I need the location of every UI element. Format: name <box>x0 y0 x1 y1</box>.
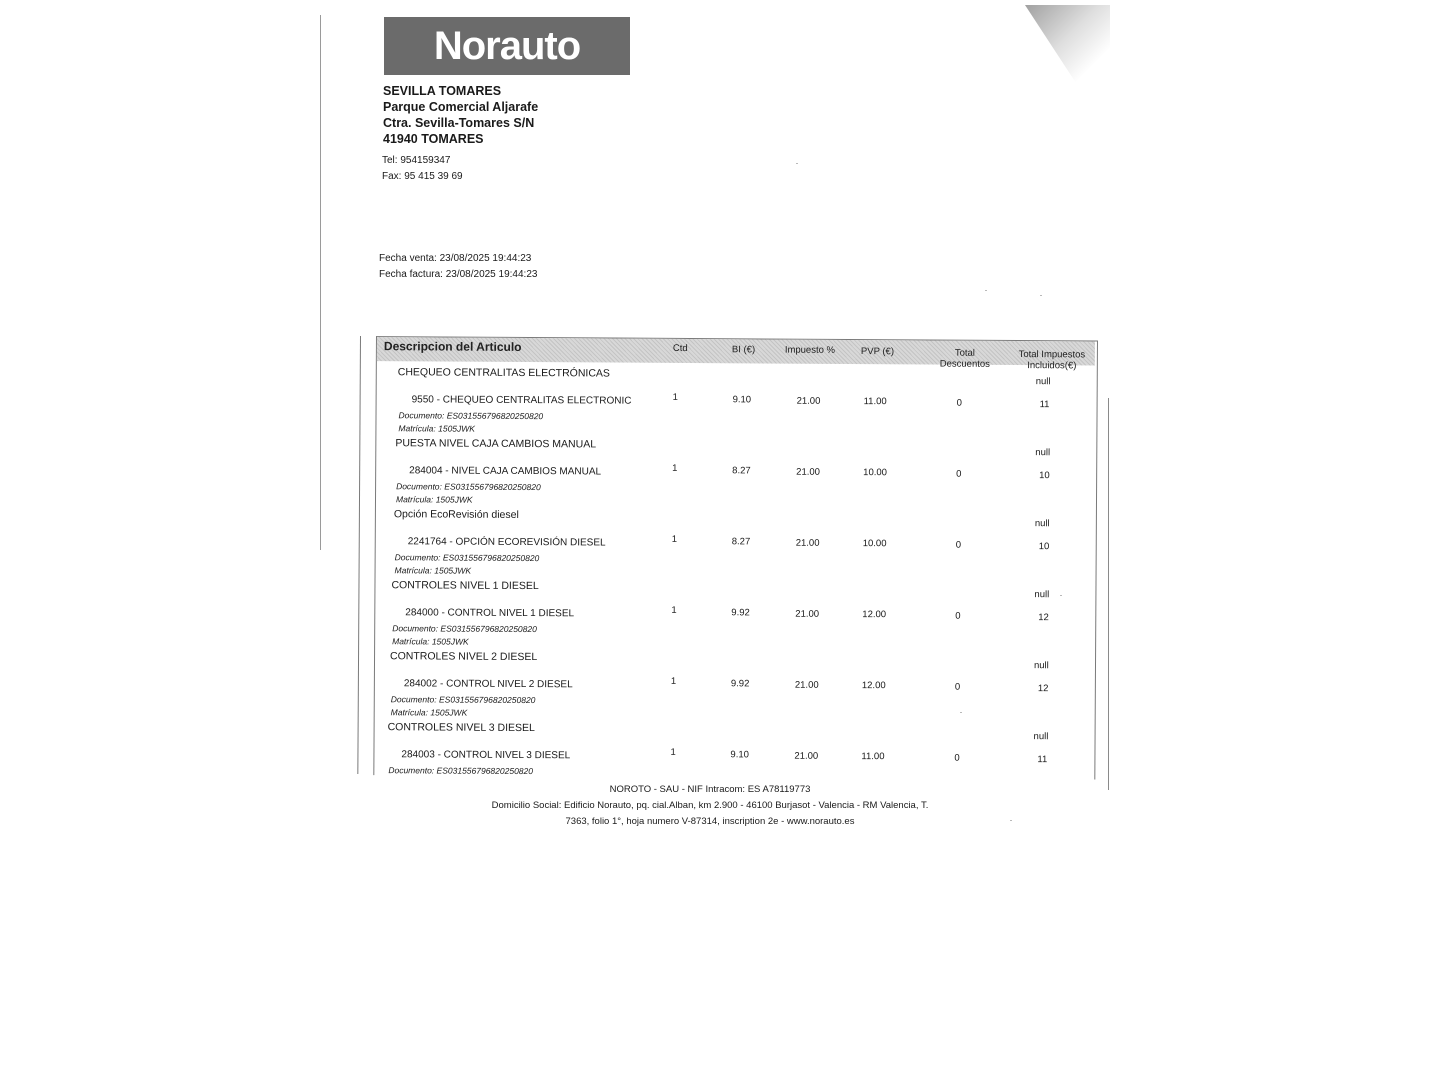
item-retail-price: 10.00 <box>863 467 887 479</box>
table-row <box>359 366 1097 442</box>
table-header <box>377 337 1095 372</box>
license-plate-label: Matrícula: <box>394 565 432 576</box>
item-tax-rate: 21.00 <box>795 608 820 620</box>
item-license-plate <box>398 423 475 433</box>
item-null-value: null <box>1034 589 1050 601</box>
table-row <box>359 437 1097 513</box>
column-header-quantity: Ctd <box>672 342 688 355</box>
item-retail-price: 12.00 <box>861 680 886 692</box>
item-category: PUESTA NIVEL CAJA CAMBIOS MANUAL <box>395 437 597 451</box>
item-category: Opción EcoRevisión diesel <box>393 508 519 521</box>
item-retail-price: 12.00 <box>862 609 887 621</box>
column-header-tax: Impuesto % <box>784 344 836 356</box>
item-tax-rate: 21.00 <box>795 537 820 549</box>
store-fax: Fax: 95 415 39 69 <box>382 171 463 182</box>
item-tax-rate: 21.00 <box>796 466 820 478</box>
document-label: Documento: <box>396 481 442 492</box>
document-number: ES031556796820250820 <box>444 481 541 493</box>
item-base-amount: 9.92 <box>731 607 750 619</box>
item-quantity: 1 <box>670 675 677 687</box>
item-total: 10 <box>1039 470 1050 482</box>
item-discount: 0 <box>955 610 961 622</box>
item-discount: 0 <box>956 397 962 409</box>
item-retail-price: 11.00 <box>861 751 885 763</box>
item-document <box>391 694 536 705</box>
item-article: 9550 - CHEQUEO CENTRALITAS ELECTRONIC <box>411 394 632 407</box>
item-null-value: null <box>1033 731 1049 743</box>
item-category: CONTROLES NIVEL 3 DIESEL <box>387 721 535 735</box>
store-contact <box>382 153 463 185</box>
license-plate-number: 1505JWK <box>431 636 469 647</box>
item-base-amount: 9.10 <box>732 394 752 406</box>
item-category: CONTROLES NIVEL 2 DIESEL <box>390 650 538 664</box>
item-total: 11 <box>1039 399 1050 411</box>
item-license-plate <box>391 707 468 717</box>
logo-text: Norauto <box>433 23 581 68</box>
license-plate-label: Matrícula: <box>390 707 429 718</box>
license-plate-label: Matrícula: <box>395 494 434 505</box>
item-total: 12 <box>1037 683 1049 695</box>
document-label: Documento: <box>392 623 439 634</box>
store-phone: Tel: 954159347 <box>382 155 451 166</box>
document-label: Documento: <box>398 410 445 421</box>
scan-noise <box>1040 295 1042 296</box>
item-article: 284004 - NIVEL CAJA CAMBIOS MANUAL <box>409 465 602 478</box>
item-base-amount: 9.92 <box>730 678 750 690</box>
item-total: 10 <box>1038 541 1050 553</box>
item-retail-price: 10.00 <box>862 538 887 550</box>
item-category: CONTROLES NIVEL 1 DIESEL <box>391 579 539 593</box>
item-null-value: null <box>1035 376 1051 388</box>
item-quantity: 1 <box>671 533 678 545</box>
scan-noise <box>1060 595 1062 596</box>
invoice-date: Fecha factura: 23/08/2025 19:44:23 <box>379 269 538 280</box>
document-label: Documento: <box>390 694 437 705</box>
item-license-plate <box>395 565 472 575</box>
item-article: 284003 - CONTROL NIVEL 3 DIESEL <box>401 749 571 762</box>
item-document <box>395 552 540 563</box>
item-article: 2241764 - OPCIÓN ECOREVISIÓN DIESEL <box>407 536 606 549</box>
license-plate-label: Matrícula: <box>398 423 436 434</box>
scan-edge-left <box>320 15 321 550</box>
item-quantity: 1 <box>672 462 678 474</box>
table-row <box>358 650 1096 726</box>
item-document <box>398 410 543 421</box>
store-address-line: Parque Comercial Aljarafe <box>383 100 539 114</box>
item-null-value: null <box>1034 518 1050 530</box>
license-plate-number: 1505JWK <box>434 565 472 576</box>
item-base-amount: 8.27 <box>732 465 751 477</box>
store-address-line: Ctra. Sevilla-Tomares S/N <box>383 116 535 130</box>
item-article: 284002 - CONTROL NIVEL 2 DIESEL <box>403 678 573 691</box>
item-discount: 0 <box>954 681 961 693</box>
invoice-items-table <box>357 336 1098 780</box>
item-retail-price: 11.00 <box>863 396 887 408</box>
scan-edge-right <box>1108 398 1109 790</box>
scan-noise <box>985 290 987 291</box>
company-tax-id: NOROTO - SAU - NIF Intracom: ES A78119773 <box>609 784 811 795</box>
item-null-value: null <box>1033 660 1049 672</box>
item-quantity: 1 <box>671 604 677 616</box>
column-header-base: BI (€) <box>731 344 756 356</box>
column-header-total: Total Impuestos Incluidos(€) <box>1018 349 1086 372</box>
item-license-plate <box>392 636 469 646</box>
scan-noise <box>960 712 962 713</box>
item-tax-rate: 21.00 <box>796 395 821 407</box>
item-discount: 0 <box>955 539 962 551</box>
registered-office: Domicilio Social: Edificio Norauto, pq. cial.Alban, km 2.900 - 46100 Burjasot - Valencia - RM Valencia, T. <box>491 800 929 811</box>
norauto-logo <box>384 17 630 75</box>
item-total: 12 <box>1038 612 1049 624</box>
store-postcode-city: 41940 TOMARES <box>383 132 484 146</box>
license-plate-number: 1505JWK <box>438 423 476 434</box>
column-header-discounts: Total Descuentos <box>939 347 990 370</box>
item-total: 11 <box>1037 754 1048 766</box>
license-plate-number: 1505JWK <box>435 494 473 505</box>
item-discount: 0 <box>954 752 960 764</box>
column-header-pvp: PVP (€) <box>860 346 895 358</box>
item-category: CHEQUEO CENTRALITAS ELECTRÓNICAS <box>397 366 610 380</box>
store-name: SEVILLA TOMARES <box>383 84 502 98</box>
scan-noise <box>1010 820 1012 821</box>
item-document <box>392 623 537 634</box>
item-document <box>388 765 533 776</box>
column-header-description: Descripcion del Articulo <box>383 339 522 354</box>
table-row <box>358 579 1096 655</box>
item-discount: 0 <box>956 468 962 480</box>
item-base-amount: 9.10 <box>730 749 749 761</box>
store-address <box>383 83 538 147</box>
document-number: ES031556796820250820 <box>438 694 536 706</box>
document-number: ES031556796820250820 <box>440 623 537 635</box>
item-tax-rate: 21.00 <box>794 679 819 691</box>
license-plate-label: Matrícula: <box>392 636 430 647</box>
item-base-amount: 8.27 <box>731 536 751 548</box>
invoice-dates <box>379 251 537 283</box>
folded-corner-shadow <box>1025 5 1110 135</box>
item-document <box>396 481 541 492</box>
document-number: ES031556796820250820 <box>436 765 534 777</box>
document-number: ES031556796820250820 <box>446 410 544 422</box>
sale-date: Fecha venta: 23/08/2025 19:44:23 <box>379 253 532 264</box>
document-number: ES031556796820250820 <box>442 552 540 564</box>
item-null-value: null <box>1035 447 1051 459</box>
document-label: Documento: <box>388 765 435 776</box>
document-label: Documento: <box>394 552 441 563</box>
item-quantity: 1 <box>670 746 676 758</box>
item-article: 284000 - CONTROL NIVEL 1 DIESEL <box>405 607 575 620</box>
registry-details: 7363, folio 1°, hoja numero V-87314, inscription 2e - www.norauto.es <box>565 816 855 827</box>
item-quantity: 1 <box>672 391 678 403</box>
item-license-plate <box>396 494 473 504</box>
invoice-footer <box>440 782 980 830</box>
item-tax-rate: 21.00 <box>794 750 819 762</box>
license-plate-number: 1505JWK <box>430 707 468 718</box>
table-row <box>359 508 1097 584</box>
scan-noise <box>796 163 798 164</box>
